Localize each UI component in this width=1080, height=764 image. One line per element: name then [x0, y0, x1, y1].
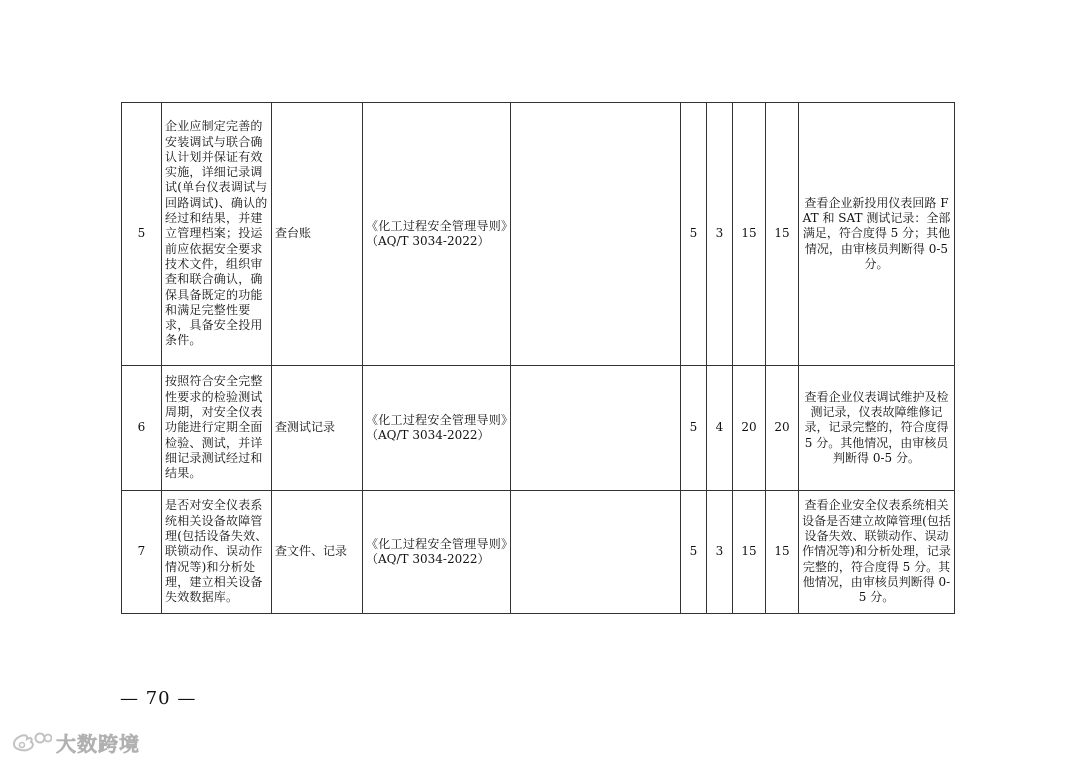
watermark-text: 大数跨境 [56, 731, 140, 756]
row-number: 7 [122, 491, 162, 614]
evaluation-cell: 查看企业新投用仪表回路 FAT 和 SAT 测试记录：全部满足，符合度得 5 分；其他情况，由审核员判断得 0-5 分。 [799, 103, 955, 366]
method-cell: 查测试记录 [272, 366, 363, 491]
score-d-cell: 15 [766, 103, 799, 366]
method-cell: 查文件、记录 [272, 491, 363, 614]
evaluation-cell: 查看企业安全仪表系统相关设备是否建立故障管理(包括设备失效、联锁动作、误动作情况等)和分析处理，记录完整的，符合度得 5 分。其他情况，由审核员判断得 0-5 分。 [799, 491, 955, 614]
requirement-cell: 是否对安全仪表系统相关设备故障管理(包括设备失效、联锁动作、误动作情况等)和分析处理，建立相关设备失效数据库。 [162, 491, 272, 614]
score-a-cell: 5 [681, 366, 707, 491]
audit-table [121, 102, 955, 614]
score-b-cell: 3 [707, 103, 733, 366]
score-a-cell: 5 [681, 103, 707, 366]
score-c-cell: 20 [733, 366, 766, 491]
score-c-cell: 15 [733, 491, 766, 614]
table-row [122, 366, 955, 491]
evaluation-cell: 查看企业仪表调试维护及检测记录，仪表故障维修记录，记录完整的，符合度得 5 分。其他情况，由审核员判断得 0-5 分。 [799, 366, 955, 491]
requirement-cell: 按照符合安全完整性要求的检验测试周期，对安全仪表功能进行定期全面检验、测试，并详细记录测试经过和结果。 [162, 366, 272, 491]
score-d-cell: 15 [766, 491, 799, 614]
basis-cell: 《化工过程安全管理导则》（AQ/T 3034-2022） [363, 103, 511, 366]
score-b-cell: 3 [707, 491, 733, 614]
table-row [122, 491, 955, 614]
page-number: — 70 — [120, 688, 197, 709]
table-row [122, 103, 955, 366]
score-b-cell: 4 [707, 366, 733, 491]
watermark [10, 728, 140, 756]
score-a-cell: 5 [681, 491, 707, 614]
score-c-cell: 15 [733, 103, 766, 366]
score-d-cell: 20 [766, 366, 799, 491]
blank-cell [511, 491, 681, 614]
blank-cell [511, 366, 681, 491]
requirement-cell: 企业应制定完善的安装调试与联合确认计划并保证有效实施，详细记录调试(单台仪表调试与回路调试)、确认的经过和结果，并建立管理档案；投运前应依据安全要求技术文件，组织审查和联合确认，确保具备既定的功能和满足完整性要求，具备安全投用条件。 [162, 103, 272, 366]
row-number: 5 [122, 103, 162, 366]
basis-cell: 《化工过程安全管理导则》（AQ/T 3034-2022） [363, 366, 511, 491]
row-number: 6 [122, 366, 162, 491]
basis-cell: 《化工过程安全管理导则》（AQ/T 3034-2022） [363, 491, 511, 614]
method-cell: 查台账 [272, 103, 363, 366]
blank-cell [511, 103, 681, 366]
weibo-logo-icon [10, 729, 52, 755]
